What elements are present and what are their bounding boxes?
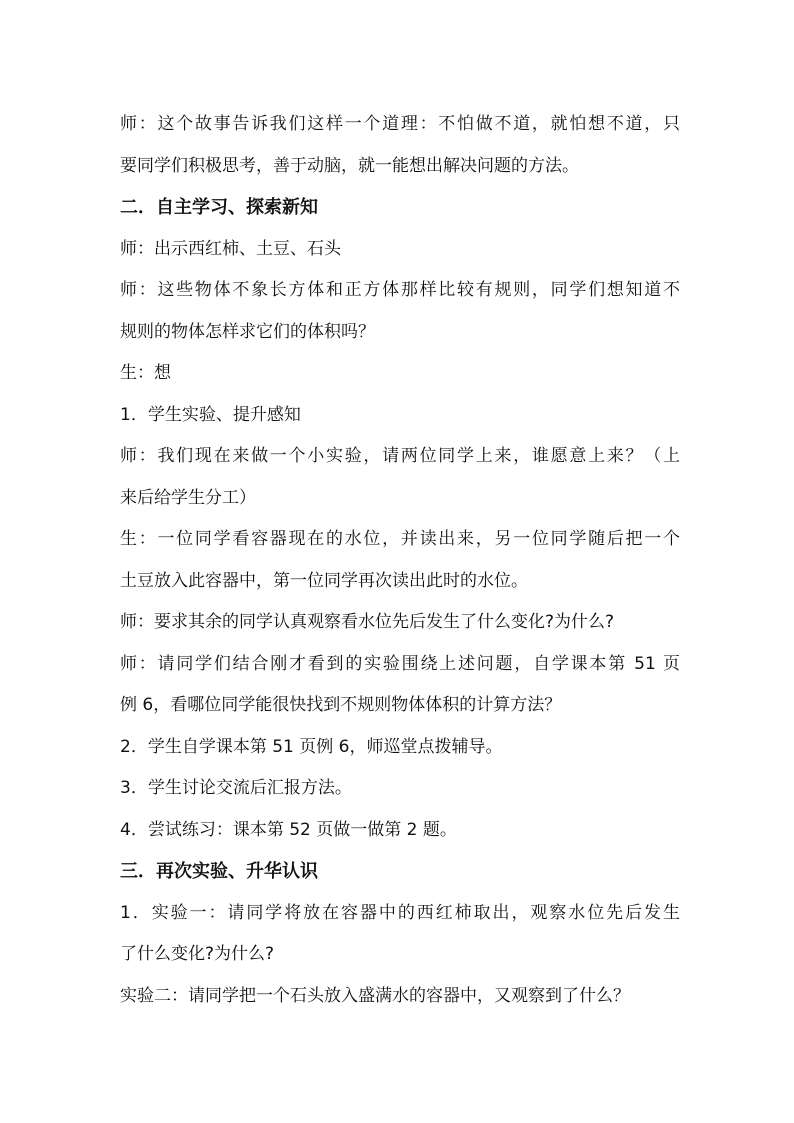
- section-heading-3: 三．再次实验、升华认识: [120, 861, 318, 882]
- paragraph-line-22: 实验二：请同学把一个石头放入盛满水的容器中，又观察到了什么？: [120, 985, 630, 1006]
- paragraph-line-16: 2．学生自学课本第 51 页例 6，师巡堂点拨辅导。: [120, 736, 503, 757]
- paragraph-line-18: 4．尝试练习：课本第 52 页做一做第 2 题。: [120, 819, 457, 840]
- paragraph-line-14: 师：请同学们结合刚才看到的实验围绕上述问题，自学课本第 51 页: [120, 653, 680, 674]
- paragraph-line-11: 生：一位同学看容器现在的水位，并读出来，另一位同学随后把一个: [120, 529, 680, 549]
- paragraph-line-9: 师：我们现在来做一个小实验，请两位同学上来，谁愿意上来？（上: [120, 446, 680, 466]
- paragraph-line-6: 规则的物体怎样求它们的体积吗？: [120, 321, 375, 342]
- paragraph-line-10: 来后给学生分工）: [120, 487, 256, 508]
- section-heading-2: 二．自主学习、探索新知: [120, 197, 318, 218]
- paragraph-line-5: 师：这些物体不象长方体和正方体那样比较有规则，同学们想知道不: [120, 280, 680, 300]
- paragraph-line-21: 了什么变化?为什么?: [120, 944, 275, 964]
- paragraph-line-2: 要同学们积极思考，善于动脑，就一能想出解决问题的方法。: [120, 155, 579, 176]
- paragraph-line-15: 例 6，看哪位同学能很快找到不规则物体体积的计算方法？: [120, 695, 562, 715]
- paragraph-line-20: 1．实验一：请同学将放在容器中的西红柿取出，观察水位先后发生: [120, 902, 680, 923]
- paragraph-line-12: 土豆放入此容器中，第一位同学再次读出此时的水位。: [120, 570, 528, 591]
- paragraph-line-17: 3．学生讨论交流后汇报方法。: [120, 778, 352, 798]
- paragraph-line-8: 1．学生实验、提升感知: [120, 404, 301, 425]
- paragraph-line-1: 师：这个故事告诉我们这样一个道理：不怕做不道，就怕想不道，只: [120, 114, 680, 134]
- paragraph-line-13: 师：要求其余的同学认真观察看水位先后发生了什么变化?为什么?: [120, 612, 615, 632]
- paragraph-line-7: 生：想: [120, 363, 171, 383]
- paragraph-line-4: 师：出示西红柿、土豆、石头: [120, 238, 341, 259]
- document-body: [120, 104, 680, 1017]
